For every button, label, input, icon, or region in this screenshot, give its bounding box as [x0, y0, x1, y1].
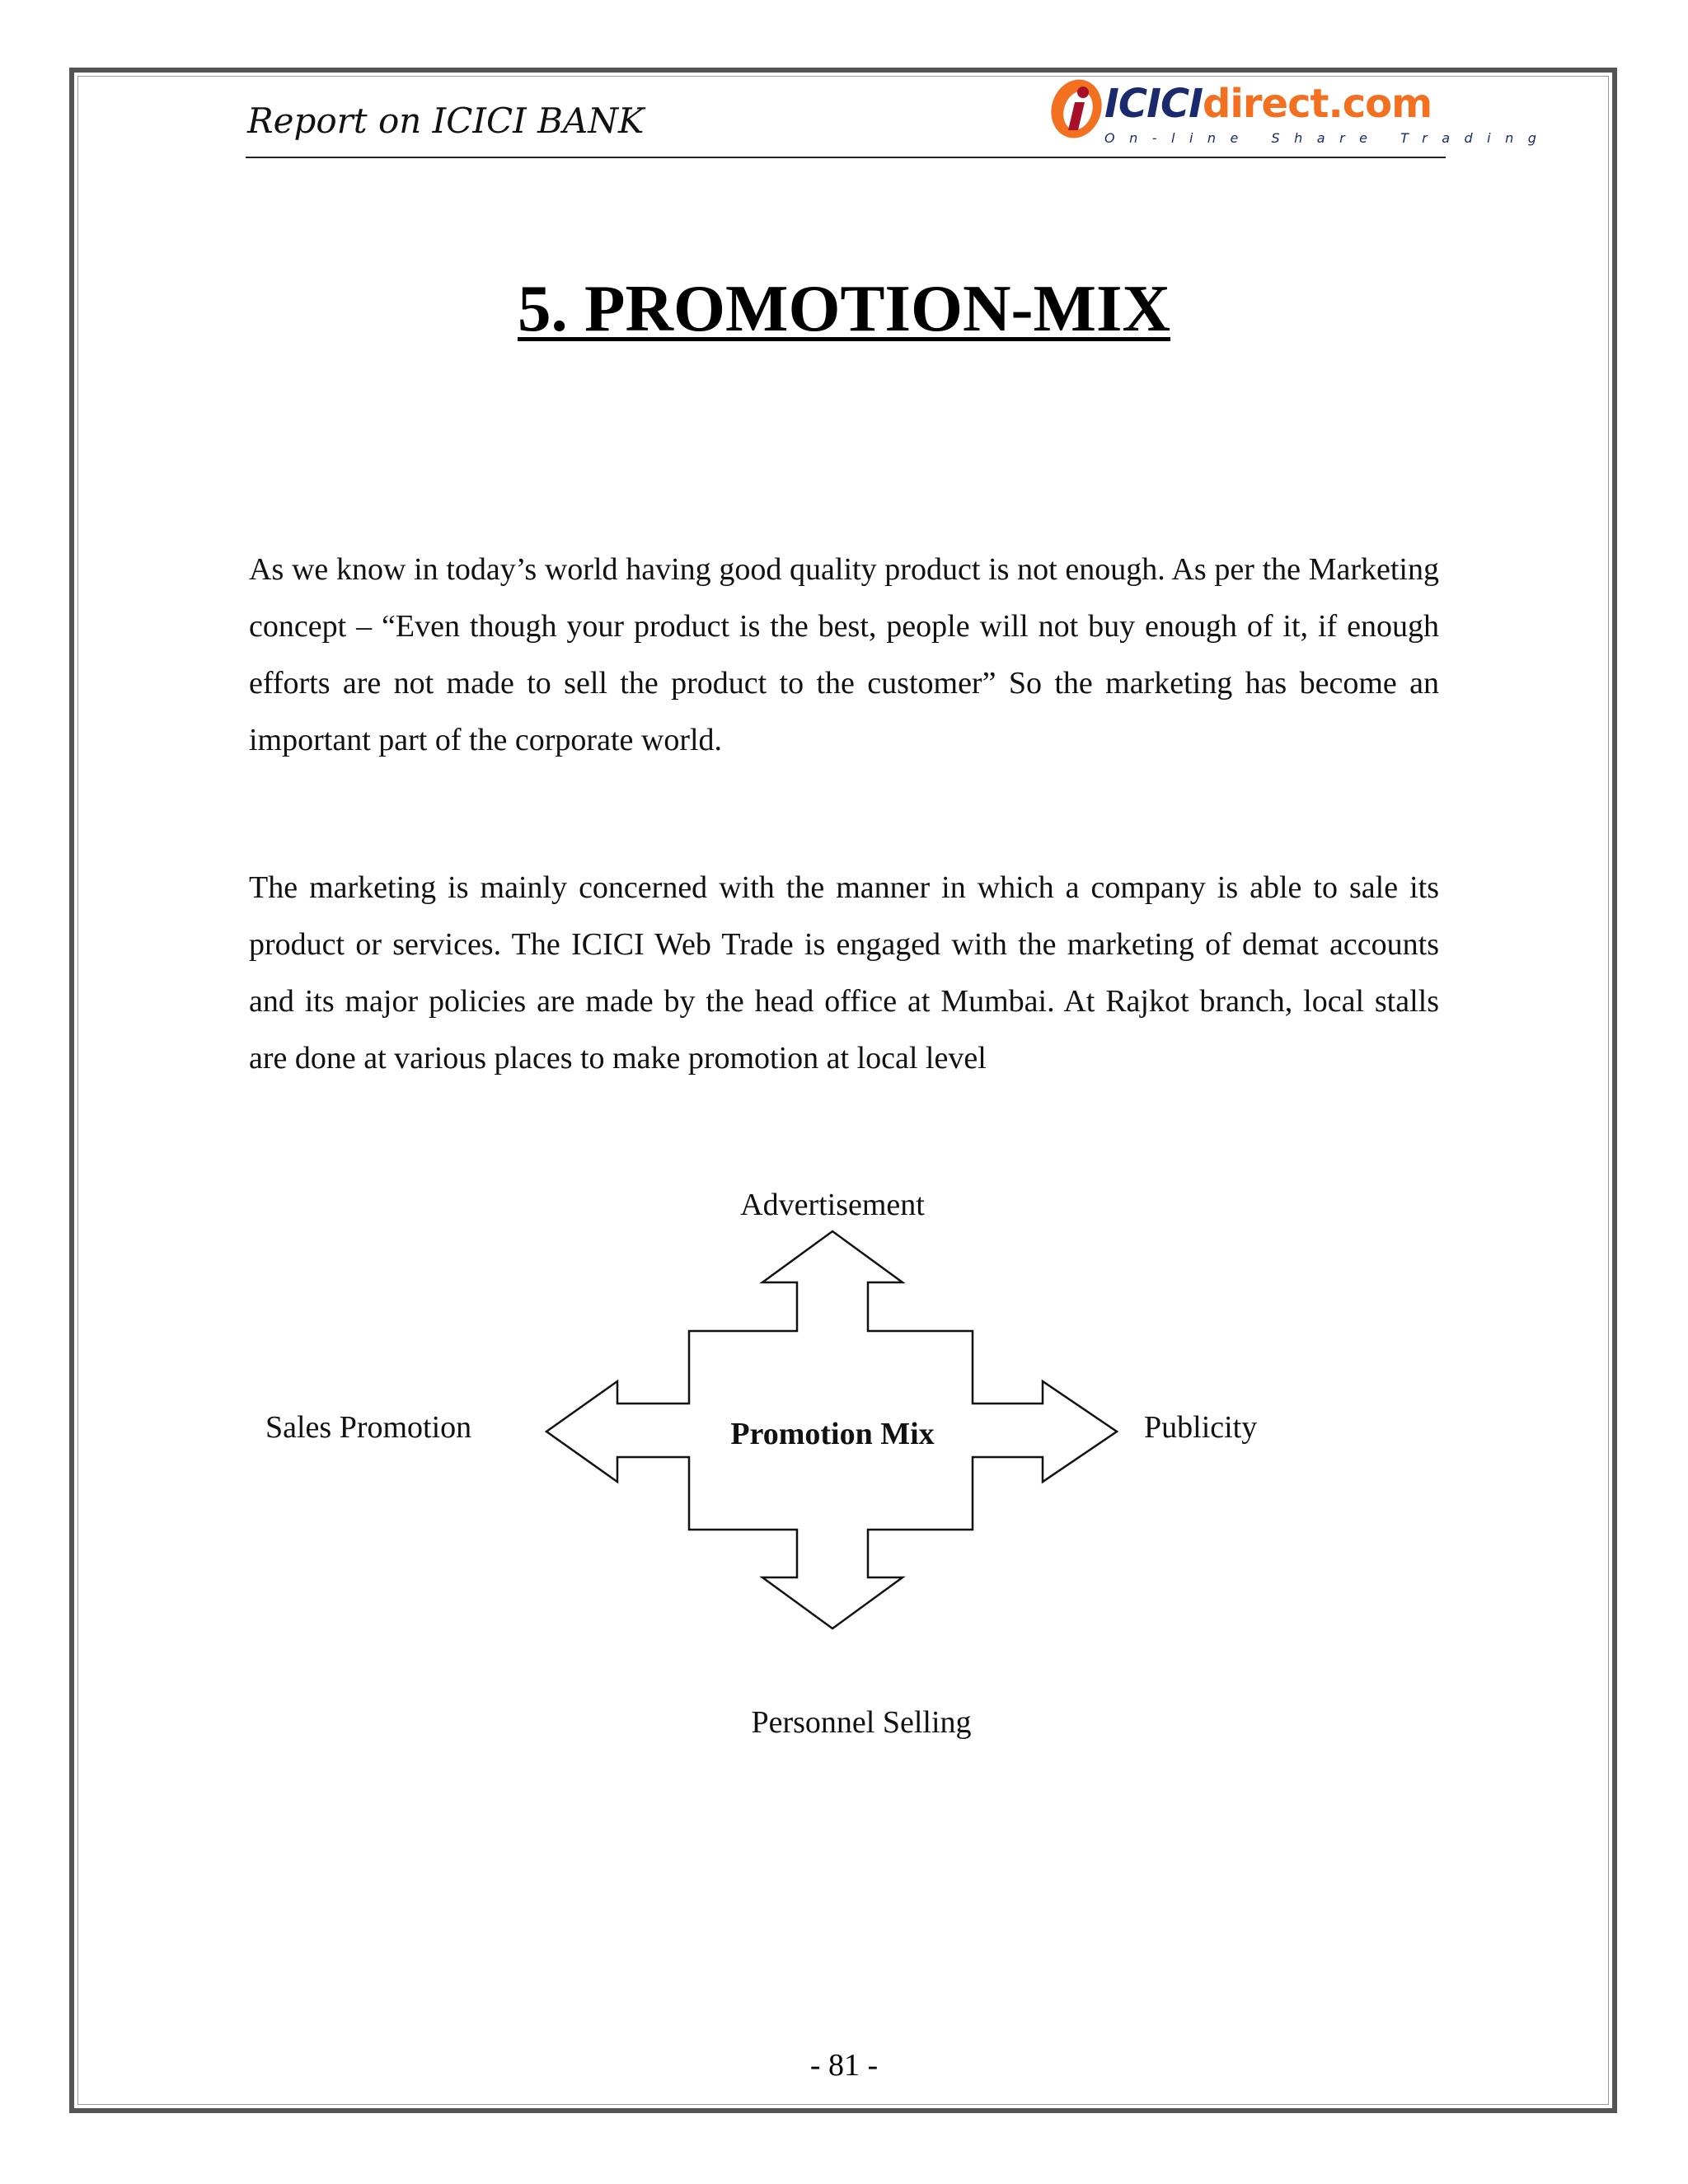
diagram-label-personnel-selling: Personnel Selling [751, 1705, 972, 1740]
diagram-label-advertisement: Advertisement [740, 1188, 925, 1222]
page-heading: 5. PROMOTION-MIX [518, 271, 1170, 345]
page-number: - 81 - [809, 2048, 879, 2083]
header-title: Report on ICICI BANK [247, 101, 645, 141]
body-paragraph-1: As we know in today’s world having good quality product is not enough. As per the Marketing concept – “Even though your product is the best, people will not buy enough of it, if enough efforts are not made to sell the product to the customer” So the marketing has become an important part of the corporate world. [249, 552, 1439, 757]
diagram-label-sales-promotion: Sales Promotion [265, 1410, 472, 1445]
diagram-label-publicity: Publicity [1144, 1410, 1258, 1445]
diagram-center-label: Promotion Mix [730, 1417, 935, 1451]
body-paragraph-2: The marketing is mainly concerned with the manner in which a company is able to sale its product or services. The ICICI Web Trade is engaged with the marketing of demat accounts and its major policies are made by the head office at Mumbai. At Rajkot branch, local stalls are done at various places to make promotion at local level [249, 870, 1439, 1076]
logo-tagline: On-line Share Trading [1104, 130, 1551, 146]
logo-brand-text: ICICIdirect.com [1104, 81, 1432, 127]
